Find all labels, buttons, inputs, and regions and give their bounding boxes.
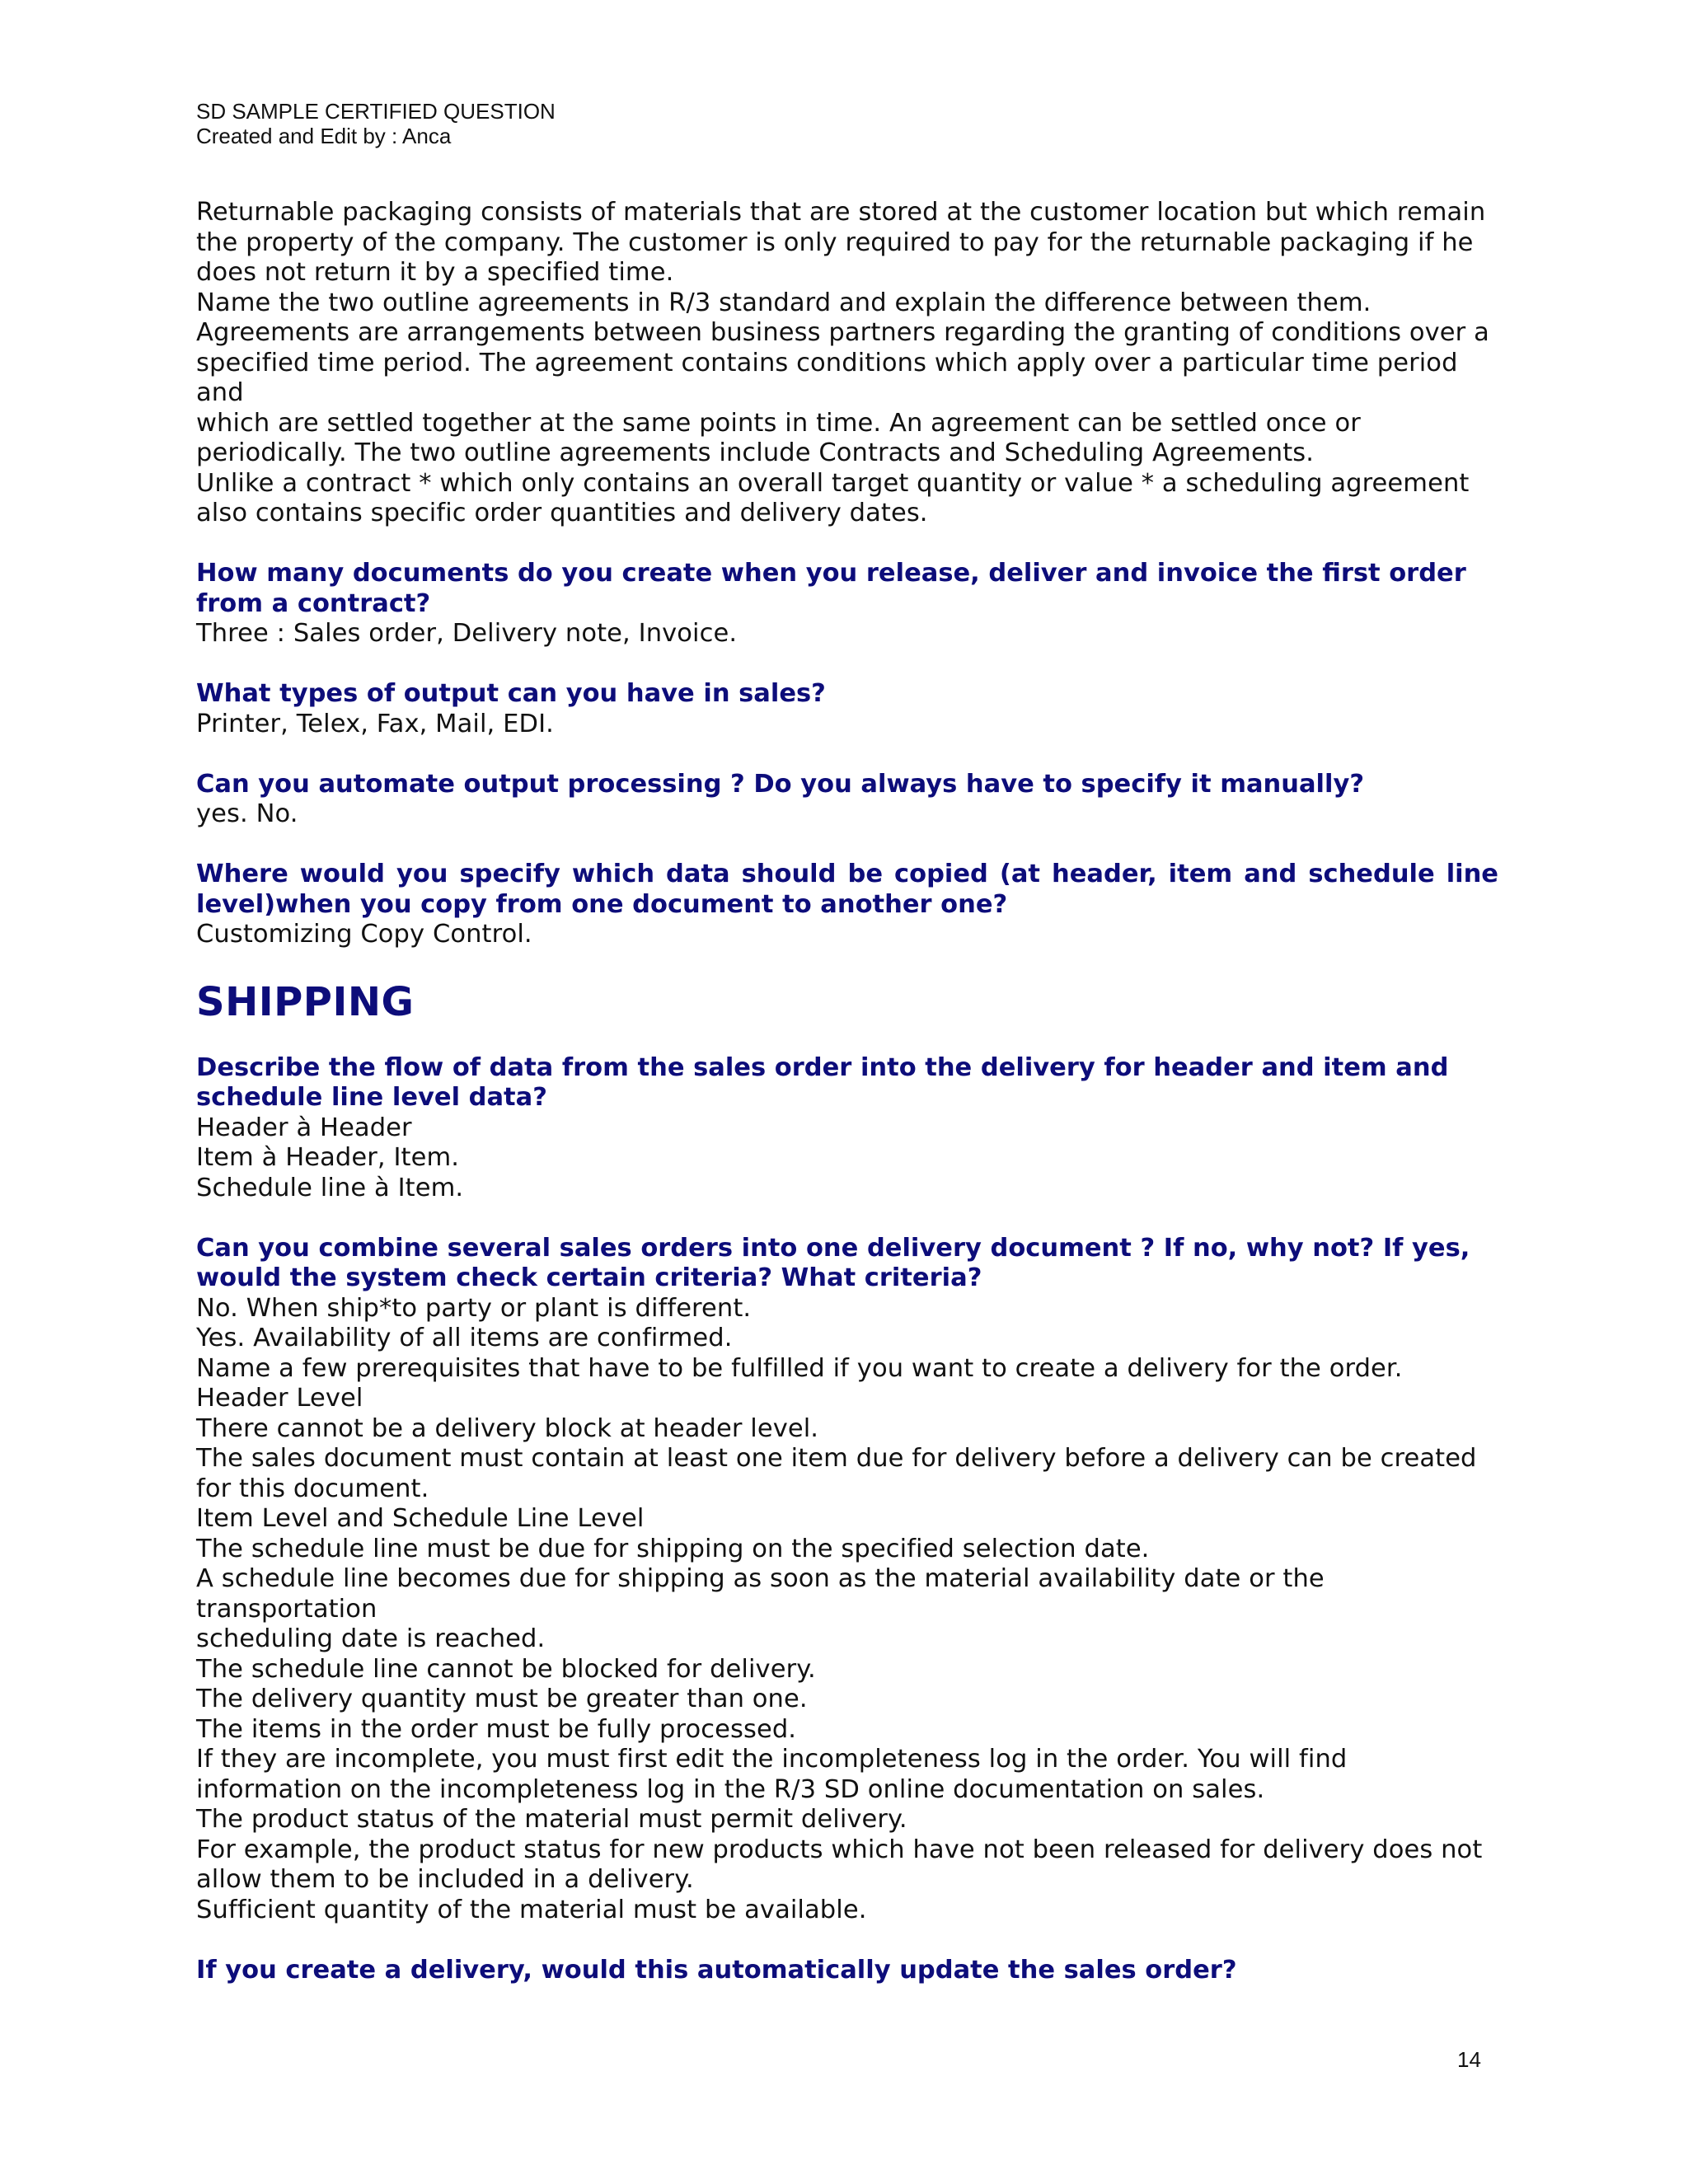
- answer-line: for this document.: [196, 1474, 429, 1503]
- question-combine-orders: [196, 1234, 1498, 1294]
- question-line: from a contract?: [196, 588, 431, 618]
- answer-line: Schedule line à Item.: [196, 1173, 464, 1202]
- answer-line: Item à Header, Item.: [196, 1143, 460, 1172]
- question-output-types: [196, 679, 1498, 710]
- answer-line: Item Level and Schedule Line Level: [196, 1504, 645, 1533]
- answer-line: scheduling date is reached.: [196, 1624, 546, 1653]
- answer-line: There cannot be a delivery block at header level.: [196, 1413, 819, 1443]
- answer-line: yes. No.: [196, 799, 298, 828]
- page-header: [196, 99, 556, 148]
- text-line: Name the two outline agreements in R/3 standard and explain the difference between them.: [196, 288, 1372, 317]
- page-number: 14: [1457, 2047, 1481, 2072]
- question-line: schedule line level data?: [196, 1083, 547, 1112]
- document-author: Created and Edit by : Anca: [196, 124, 452, 148]
- answer-line: Header Level: [196, 1384, 363, 1413]
- text-line: also contains specific order quantities and delivery dates.: [196, 499, 928, 527]
- question-delivery-updates-order: [196, 1956, 1498, 1986]
- answer-line: The schedule line must be due for shipping on the specified selection date.: [196, 1534, 1150, 1563]
- text-line: does not return it by a specified time.: [196, 258, 674, 287]
- answer-line: Yes. Availability of all items are confirmed.: [196, 1324, 733, 1352]
- answer-line: If they are incomplete, you must first edit the incompleteness log in the order. You will find: [196, 1745, 1348, 1774]
- section-heading-shipping: SHIPPING: [196, 978, 415, 1025]
- answer-line: The delivery quantity must be greater than one.: [196, 1685, 808, 1713]
- answer-line: Name a few prerequisites that have to be fulfilled if you want to create a delivery for the order.: [196, 1353, 1403, 1383]
- question-line: Where would you specify which data should be copied (at header, item and schedule line: [196, 860, 1498, 888]
- answer-automate-output: [196, 799, 1498, 830]
- text-line: which are settled together at the same points in time. An agreement can be settled once or: [196, 408, 1361, 438]
- question-documents-from-contract: [196, 559, 1498, 619]
- answer-line: allow them to be included in a delivery.: [196, 1865, 694, 1894]
- document-title: SD SAMPLE CERTIFIED QUESTION: [196, 99, 556, 124]
- page-content: [196, 198, 1498, 1985]
- question-copy-control: [196, 860, 1498, 920]
- answer-line: The items in the order must be fully processed.: [196, 1714, 797, 1744]
- answer-line: No. When ship*to party or plant is different.: [196, 1293, 752, 1323]
- answer-line: Sufficient quantity of the material must be available.: [196, 1895, 867, 1924]
- answer-line: For example, the product status for new products which have not been released for delivery does not: [196, 1835, 1483, 1864]
- answer-documents-from-contract: [196, 619, 1498, 649]
- question-line: Describe the flow of data from the sales order into the delivery for header and item and: [196, 1052, 1449, 1082]
- question-data-flow: [196, 1053, 1498, 1113]
- question-line: If you create a delivery, would this automatically update the sales order?: [196, 1955, 1237, 1985]
- answer-line: Printer, Telex, Fax, Mail, EDI.: [196, 709, 554, 738]
- answer-line: The schedule line cannot be blocked for delivery.: [196, 1654, 816, 1684]
- answer-line: information on the incompleteness log in the R/3 SD online documentation on sales.: [196, 1774, 1265, 1804]
- text-line: periodically. The two outline agreements include Contracts and Scheduling Agreements.: [196, 438, 1315, 467]
- question-line: Can you combine several sales orders into one delivery document ? If no, why not? If yes,: [196, 1233, 1470, 1263]
- text-line: Unlike a contract * which only contains an overall target quantity or value * a scheduling agreement: [196, 468, 1470, 498]
- answer-line: Customizing Copy Control.: [196, 920, 532, 949]
- answer-output-types: [196, 710, 1498, 740]
- question-line: What types of output can you have in sales?: [196, 679, 826, 708]
- question-automate-output: [196, 770, 1498, 800]
- text-line: specified time period. The agreement contains conditions which apply over a particular time period and: [196, 348, 1458, 407]
- question-line: would the system check certain criteria? What criteria?: [196, 1263, 982, 1292]
- answer-line: The product status of the material must permit delivery.: [196, 1805, 907, 1834]
- text-line: Agreements are arrangements between business partners regarding the granting of conditions over a: [196, 318, 1489, 347]
- intro-paragraph: [196, 198, 1498, 529]
- answer-copy-control: [196, 920, 1498, 950]
- answer-line: A schedule line becomes due for shipping as soon as the material availability date or the transportation: [196, 1564, 1325, 1624]
- answer-line: Three : Sales order, Delivery note, Invoice.: [196, 619, 738, 648]
- text-line: the property of the company. The customer is only required to pay for the returnable packaging if he: [196, 227, 1474, 257]
- question-line: How many documents do you create when you release, deliver and invoice the first order: [196, 559, 1466, 588]
- text-line: Returnable packaging consists of materials that are stored at the customer location but which remain: [196, 198, 1486, 227]
- answer-data-flow: [196, 1113, 1498, 1204]
- answer-line: The sales document must contain at least one item due for delivery before a delivery can be created: [196, 1444, 1477, 1473]
- answer-line: Header à Header: [196, 1113, 412, 1142]
- question-line: level)when you copy from one document to another one?: [196, 889, 1008, 919]
- question-line: Can you automate output processing ? Do you always have to specify it manually?: [196, 769, 1365, 799]
- answer-combine-orders: [196, 1294, 1498, 1926]
